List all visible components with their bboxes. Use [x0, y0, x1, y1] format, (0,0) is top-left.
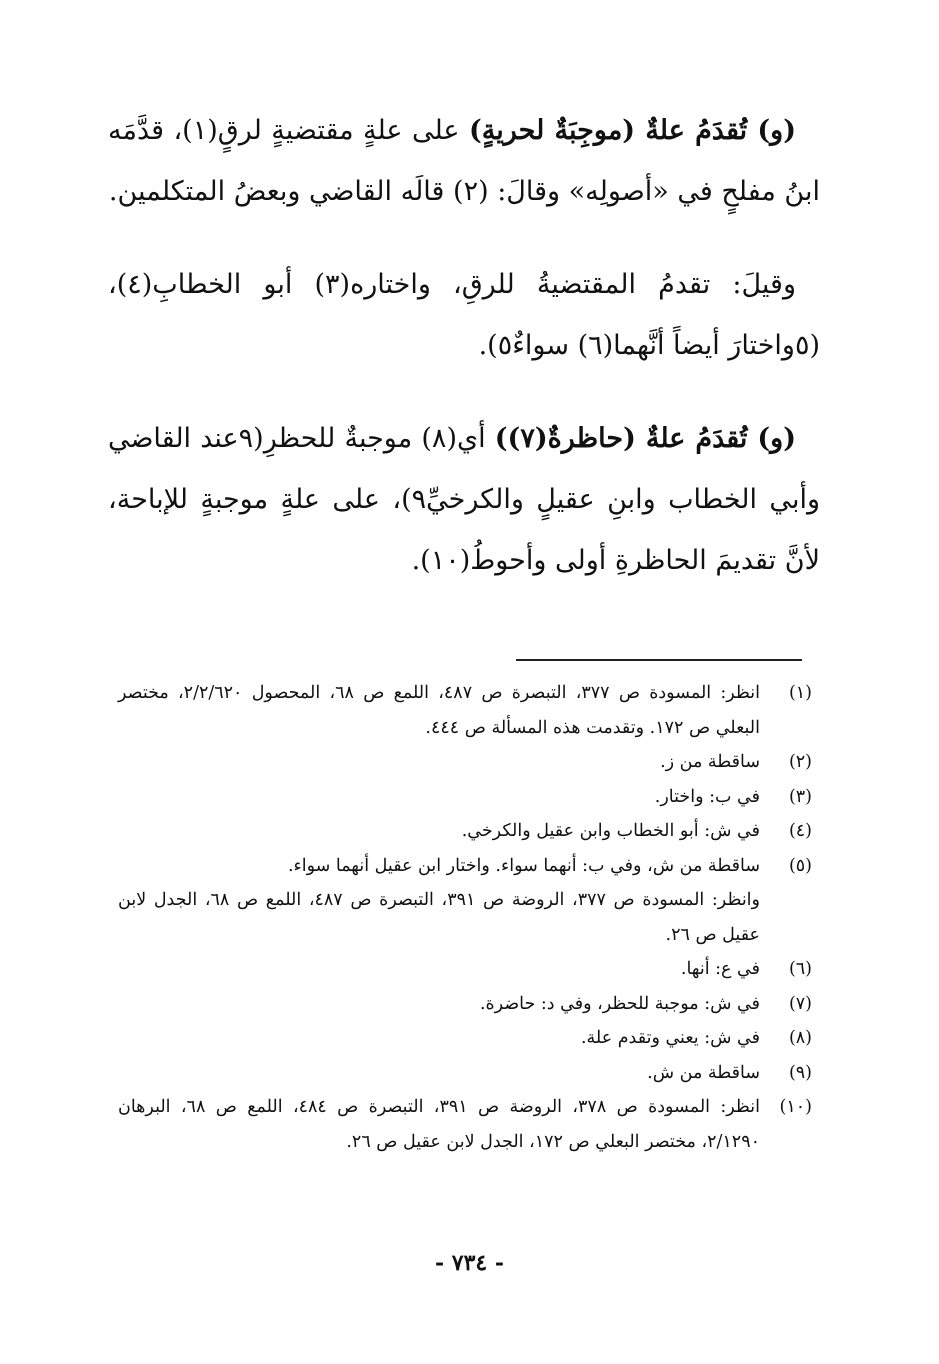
footnote-text: ساقطة من ز. [660, 752, 760, 772]
paragraph [108, 254, 820, 376]
footnote-text: انظر: المسودة ص ٣٧٧، التبصرة ص ٤٨٧، اللمع ص ٦٨، المحصول ٢/٢/٦٢٠، مختصر البعلي ص ١٧٢. وتقدمت هذه المسألة ص ٤٤٤. [118, 683, 761, 738]
footnote [118, 745, 812, 780]
footnote-line: ساقطة من ش، وفي ب: أنهما سواء. واختار ابن عقيل أنهما سواء. [287, 855, 760, 876]
footnote-text: في ش: موجبة للحظر، وفي د: حاضرة. [479, 993, 760, 1014]
footnote-line: وانظر: المسودة ص ٣٧٧، الروضة ص ٣٩١، التبصرة ص ٤٨٧، اللمع ص ٦٨، الجدل لابن عقيل ص ٢٦. [118, 890, 760, 945]
footnote-text: ساقطة من ش. [647, 1062, 760, 1083]
paragraph-body: أي(٨) موجبةٌ للحظرِ(٩عند القاضي وأبي الخطاب وابنِ عقيلٍ والكرخيِّ٩)، على علةٍ موجبةٍ للإباحة، لأنَّ تقديمَ الحاظرةِ أولى وأحوطُ(١٠). [108, 423, 820, 576]
paragraph-body: وقيلَ: تقدمُ المقتضيةُ للرقِ، واختاره(٣) أبو الخطابِ(٤)، (٥واختارَ أيضاً أنَّهما(٦) سواءٌ٥). [108, 269, 820, 361]
footnote-number: (٣) [788, 786, 812, 807]
footnote [118, 849, 812, 953]
footnote-text: انظر: المسودة ص ٣٧٨، الروضة ص ٣٩١، التبصرة ص ٤٨٤، اللمع ص ٦٨، البرهان ٢/١٢٩٠، مختصر البعلي ص ١٧٢، الجدل لابن عقيل ص ٢٦. [118, 1097, 760, 1152]
page-number: - ٧٣٤ - [434, 1250, 505, 1276]
footnote [118, 676, 812, 745]
footnote [118, 780, 812, 815]
footnote-number: (١) [788, 683, 812, 703]
footnote [118, 952, 812, 987]
footnote-number: (٨) [788, 1028, 812, 1048]
footnote-number: (٩) [788, 1062, 812, 1083]
footnote [118, 987, 812, 1022]
footnote-text: في ش: يعني وتقدم علة. [580, 1028, 760, 1048]
footnote-number: (٢) [788, 752, 812, 772]
footnote-separator [516, 659, 802, 661]
footnote [118, 1056, 812, 1091]
footnote-number: (٧) [788, 993, 812, 1014]
paragraph-lead: (و) تُقدَمُ علةٌ (موجِبَةٌ لحريةٍ) [468, 115, 796, 146]
footnote [118, 1090, 812, 1159]
footnote-number: (٥) [788, 855, 812, 876]
footnote-number: (٤) [788, 821, 812, 841]
main-text [108, 100, 820, 623]
footnote-number: (١٠) [779, 1097, 812, 1117]
footnote-text: في ب: واختار. [654, 786, 760, 807]
footnote [118, 814, 812, 849]
paragraph [108, 100, 820, 222]
footnotes [118, 676, 812, 1159]
paragraph [108, 408, 820, 591]
footnote-text: في ع: أنها. [680, 959, 760, 979]
paragraph-lead: (و) تُقدَمُ علةٌ (حاظرةٌ(٧)) [494, 423, 796, 454]
footnote [118, 1021, 812, 1056]
footnote-text [118, 849, 760, 953]
footnote-text: في ش: أبو الخطاب وابن عقيل والكرخي. [461, 821, 760, 841]
paragraph-body: على علةٍ مقتضيةٍ لرقٍ(١)، قدَّمَه ابنُ مفلحٍ في «أصولِه» وقالَ: (٢) قالَه القاضي وبعضُ المتكلمين. [108, 115, 820, 207]
footnote-number: (٦) [788, 959, 812, 979]
